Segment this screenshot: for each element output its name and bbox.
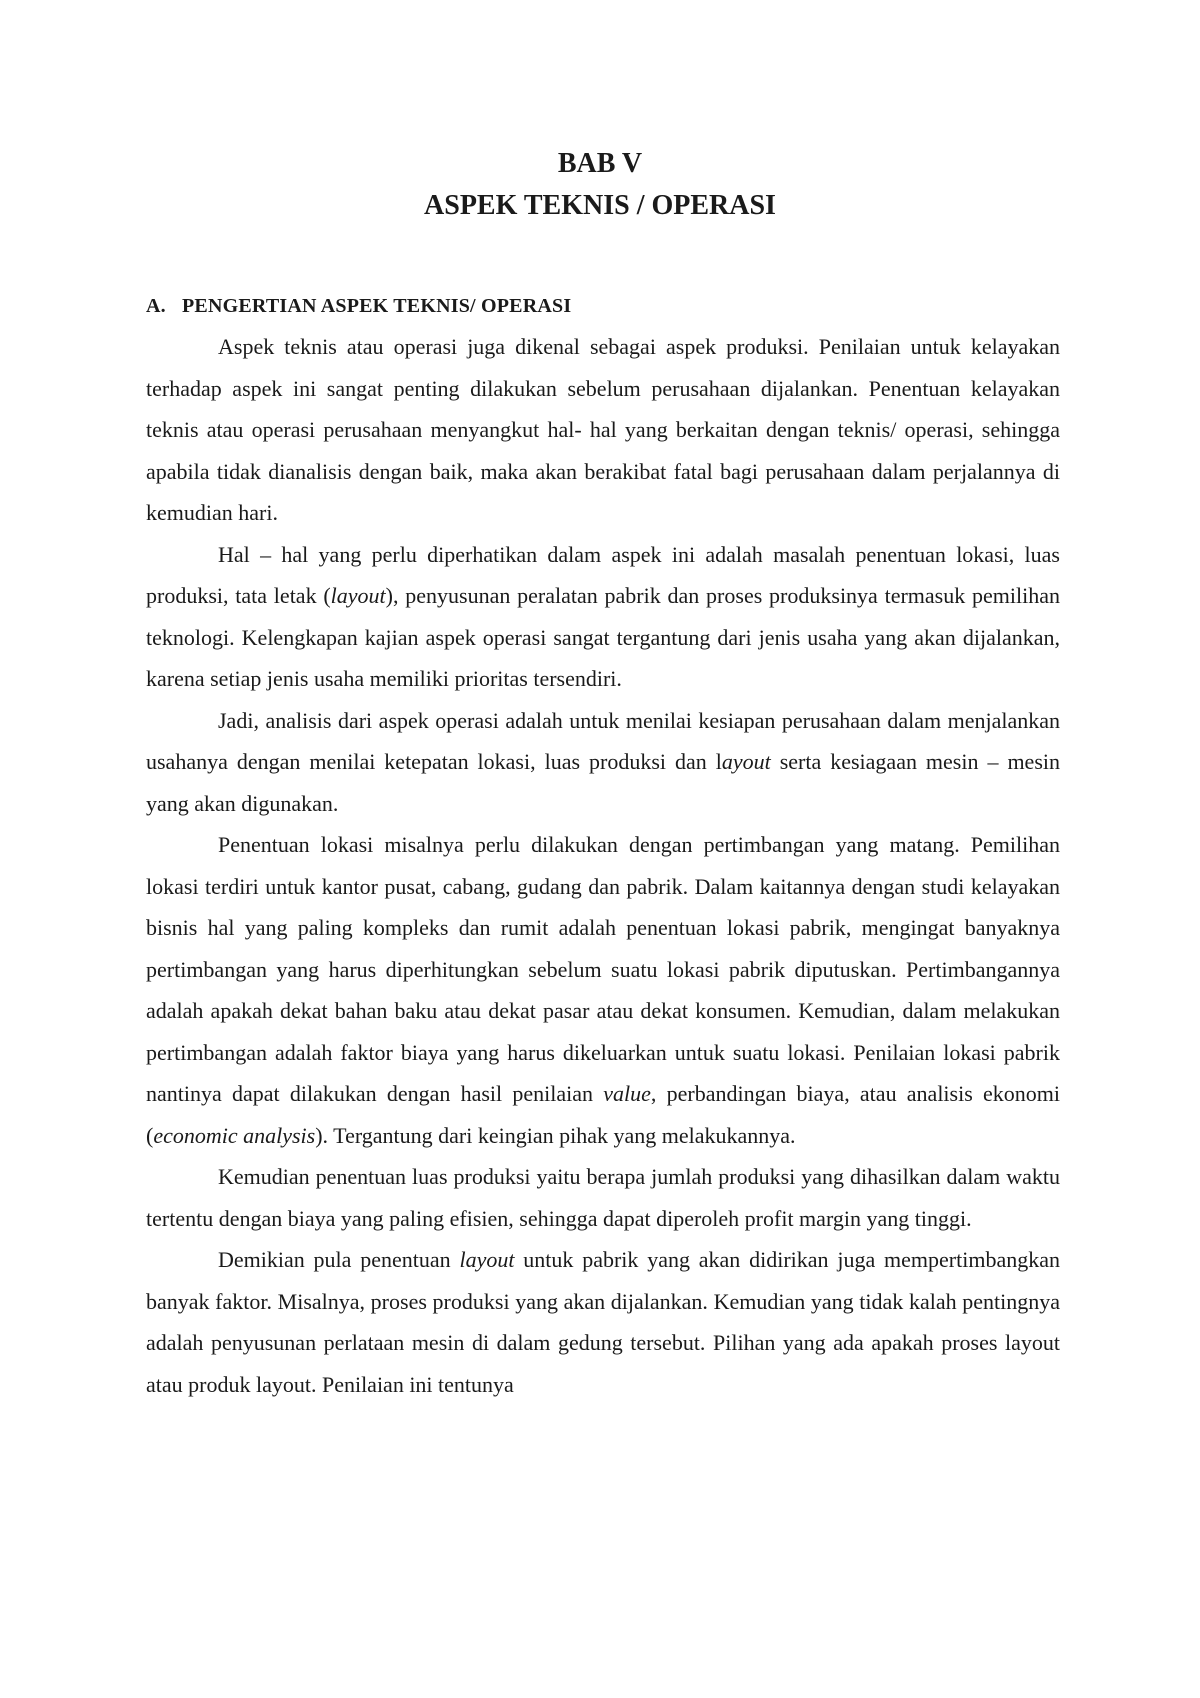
paragraph-4-text-a: Penentuan lokasi misalnya perlu dilakukan dengan pertimbangan yang matang. Pemilihan lokasi terdiri untuk kantor pusat, cabang, gudang dan pabrik. Dalam kaitannya dengan studi kelayakan bisnis hal yang paling kompleks dan rumit adalah penentuan lokasi pabrik, mengingat banyaknya pertimbangan yang harus diperhitungkan sebelum suatu lokasi pabrik diputuskan. Pertimbangannya adalah apakah dekat bahan baku atau dekat pasar atau dekat konsumen. Kemudian, dalam melakukan pertimbangan adalah faktor biaya yang harus dikeluarkan untuk suatu lokasi. Penilaian lokasi pabrik nantinya dapat dilakukan dengan hasil penilaian [146, 832, 1060, 1106]
paragraph-6-italic-layout: layout [459, 1247, 515, 1272]
section-title [146, 286, 1060, 326]
paragraph-2 [146, 534, 1060, 700]
paragraph-4 [146, 824, 1060, 1156]
paragraph-3 [146, 700, 1060, 825]
chapter-number: BAB V [557, 148, 643, 179]
paragraph-2-text-a: Hal – hal yang perlu diperhatikan dalam aspek ini adalah masalah penentuan lokasi, luas produksi, tata letak ( [146, 541, 1060, 608]
paragraph-5: Kemudian penentuan luas produksi yaitu berapa jumlah produksi yang dihasilkan dalam waktu tertentu dengan biaya yang paling efisien, sehingga dapat diperoleh profit margin yang tinggi. [146, 1164, 1060, 1231]
document-body [146, 286, 1060, 1405]
chapter-title: ASPEK TEKNIS / OPERASI [424, 190, 776, 221]
paragraph-3-text-c: serta kesiagaan mesin – mesin yang akan digunakan. [146, 749, 1060, 816]
paragraph-4-italic-value: value [603, 1081, 651, 1106]
paragraph-6-text-c: untuk pabrik yang akan didirikan juga mempertimbangkan banyak faktor. Misalnya, proses produksi yang akan dijalankan. Kemudian yang tidak kalah pentingnya adalah penyusunan perlataan mesin di dalam gedung tersebut. Pilihan yang ada apakah proses layout atau produk layout. Penilaian ini tentunya [146, 1247, 1060, 1397]
paragraph-1: Aspek teknis atau operasi juga dikenal sebagai aspek produksi. Penilaian untuk kelayakan terhadap aspek ini sangat penting dilakukan sebelum perusahaan dijalankan. Penentuan kelayakan teknis atau operasi perusahaan menyangkut hal- hal yang berkaitan dengan teknis/ operasi, sehingga apabila tidak dianalisis dengan baik, maka akan berakibat fatal bagi perusahaan dalam perjalannya di kemudian hari. [146, 334, 1060, 525]
paragraph-2-text-c: ), penyusunan peralatan pabrik dan proses produksinya termasuk pemilihan teknologi. Kelengkapan kajian aspek operasi sangat tergantung dari jenis usaha yang akan dijalankan, karena setiap jenis usaha memiliki prioritas tersendiri. [146, 583, 1060, 691]
paragraph-4-text-c: , perbandingan biaya, atau analisis ekonomi ( [146, 1081, 1060, 1148]
section-label: A. [146, 295, 166, 317]
paragraph-4-italic-economic-analysis: economic analysis [153, 1122, 316, 1148]
paragraph-2-italic-layout: layout [330, 583, 386, 608]
paragraph-3-italic-layout: ayout [721, 749, 771, 774]
chapter-heading [0, 143, 1200, 227]
paragraph-6 [146, 1239, 1060, 1405]
paragraph-3-text-a: Jadi, analisis dari aspek operasi adalah untuk menilai kesiapan perusahaan dalam menjalankan usahanya dengan menilai ketepatan lokasi, luas produksi dan l [146, 707, 1060, 774]
paragraph-6-text-a: Demikian pula penentuan [218, 1247, 460, 1272]
paragraph-4-text-e: ). Tergantung dari keingian pihak yang melakukannya. [315, 1122, 796, 1148]
section-title-text: PENGERTIAN ASPEK TEKNIS/ OPERASI [182, 295, 572, 317]
